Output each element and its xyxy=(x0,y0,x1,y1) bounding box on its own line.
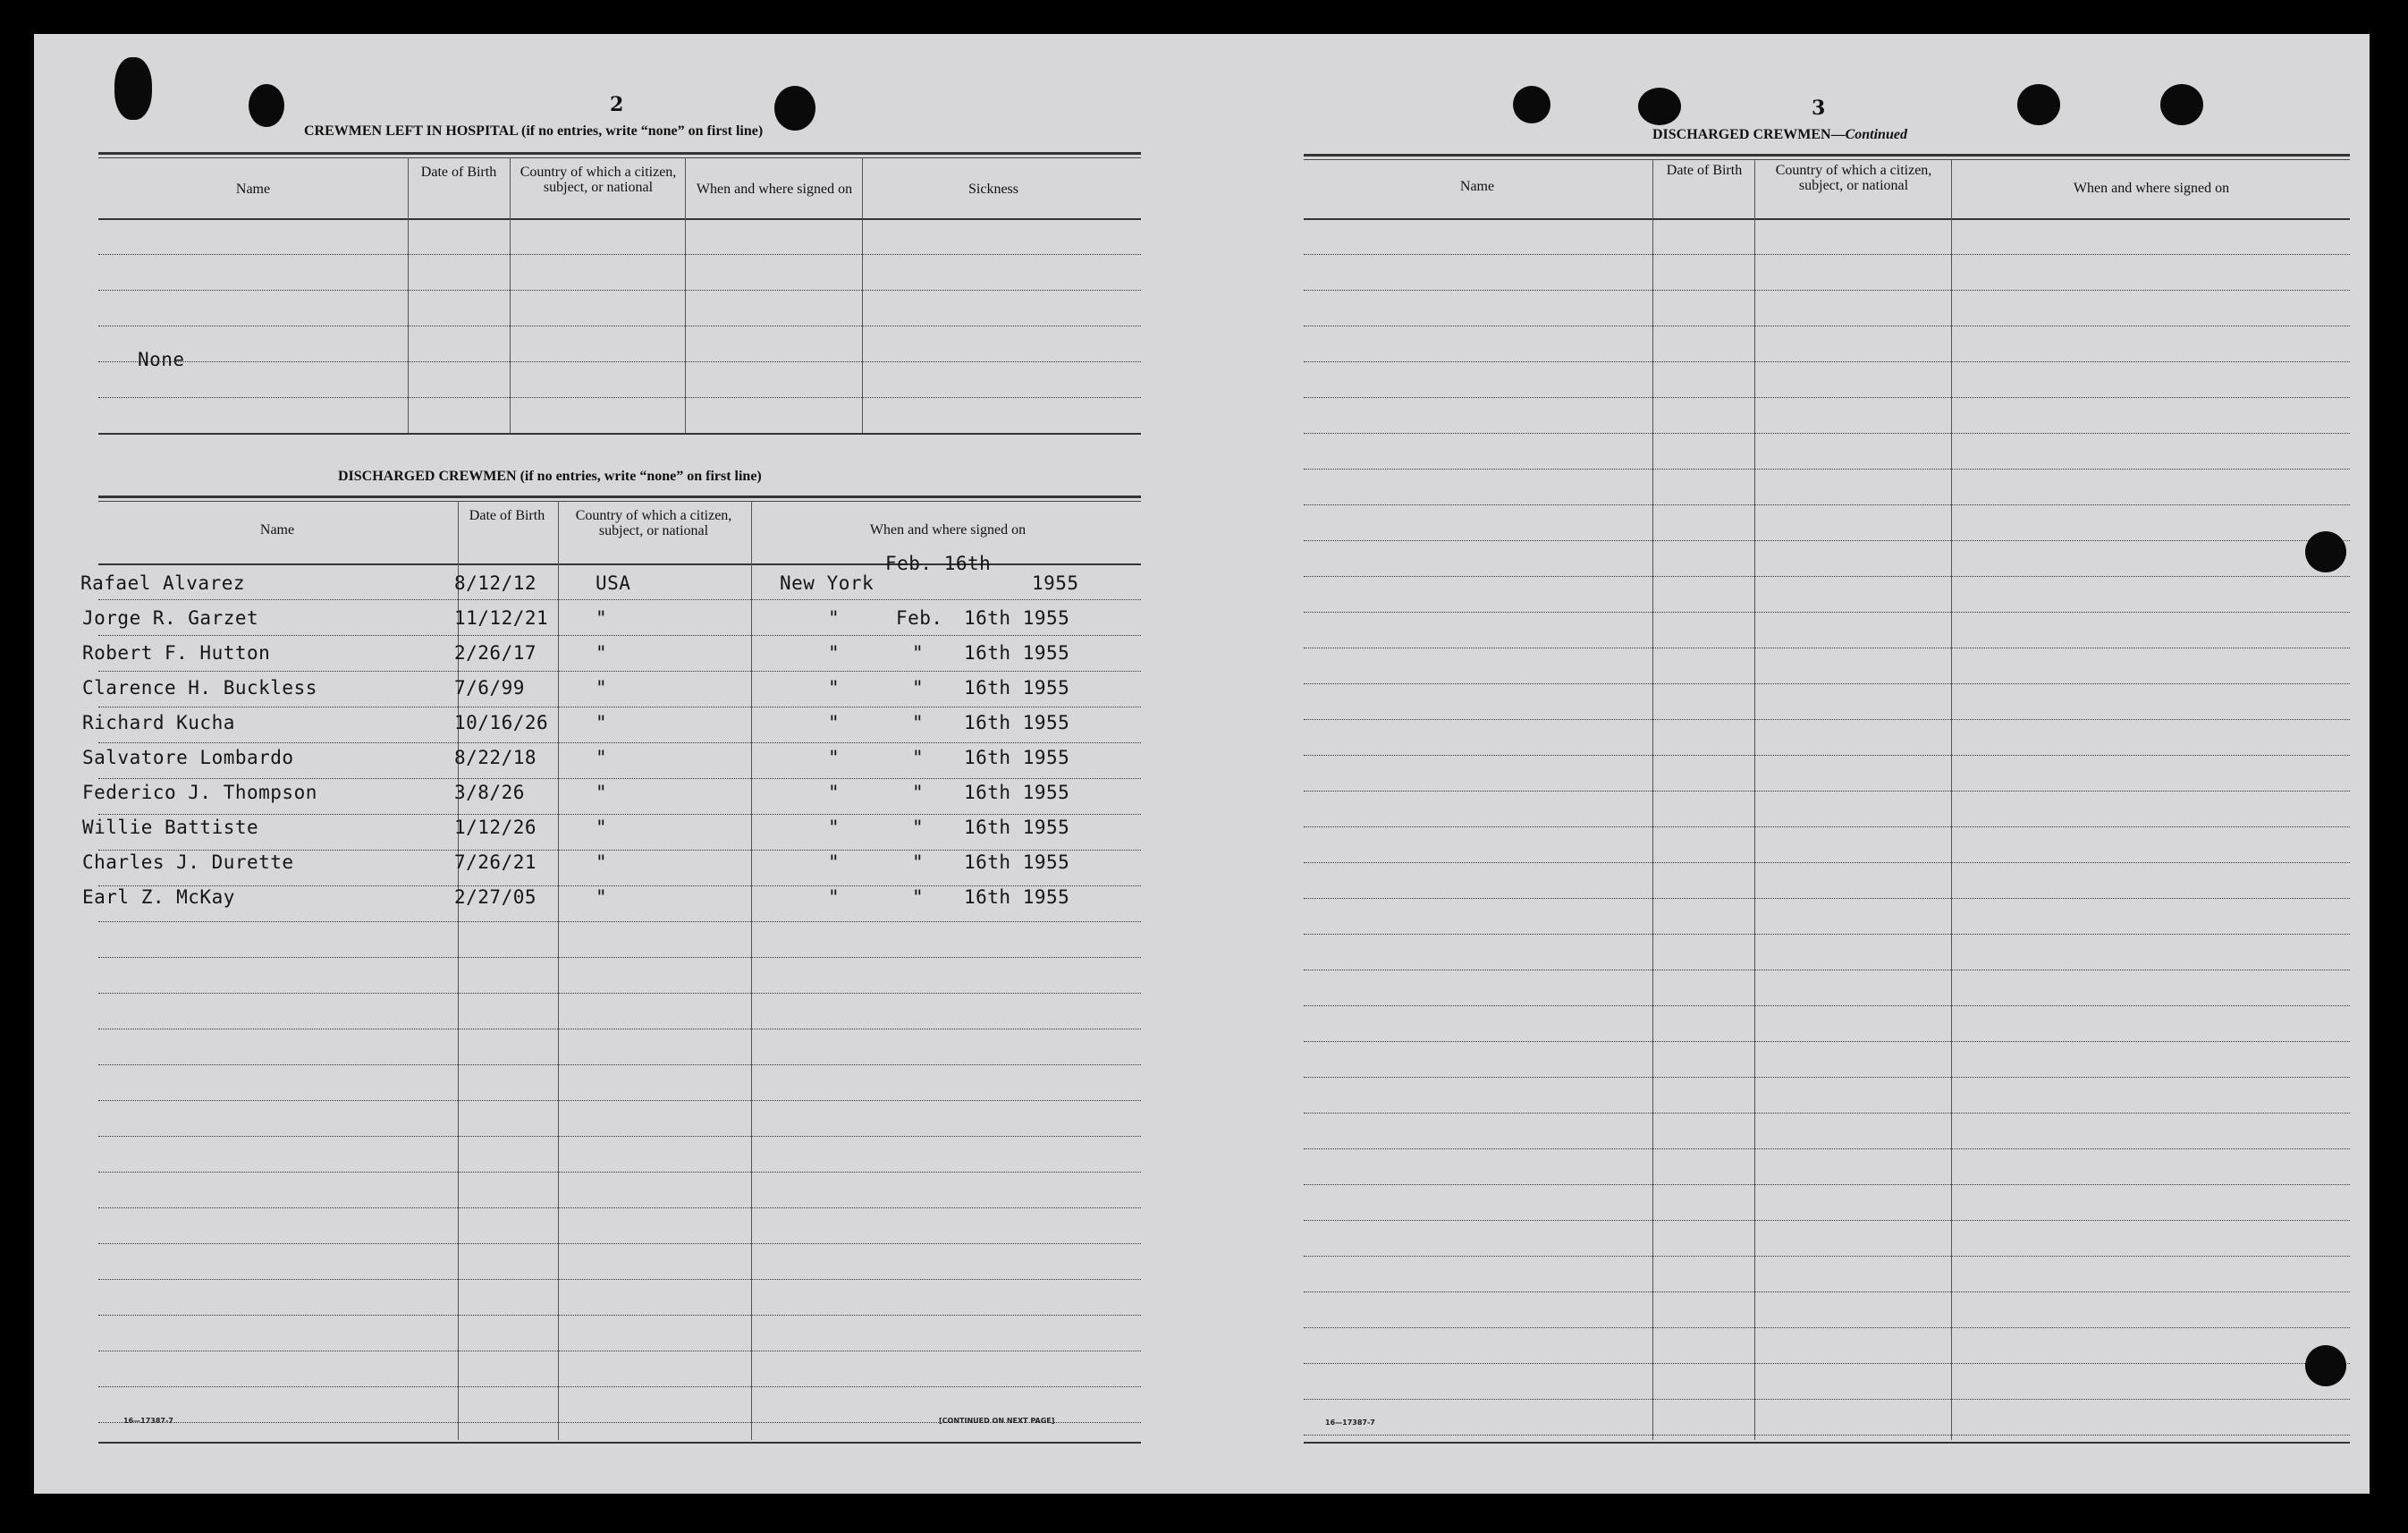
row-line xyxy=(1304,290,2350,291)
crew-name: Charles J. Durette xyxy=(82,851,294,873)
row-line xyxy=(1304,755,2350,756)
page-number: 3 xyxy=(1812,97,1826,120)
row-line xyxy=(98,1386,1141,1387)
continued-col-divider xyxy=(1754,159,1755,1440)
crew-name: Clarence H. Buckless xyxy=(82,677,317,699)
row-line xyxy=(98,1136,1141,1137)
crew-place: New York xyxy=(780,572,874,594)
row-line xyxy=(1304,254,2350,255)
crew-date: 16th 1955 xyxy=(964,712,1070,733)
crew-name: Earl Z. McKay xyxy=(82,886,235,908)
hospital-row-line xyxy=(98,361,1141,362)
punch-hole xyxy=(1513,86,1550,123)
discharged-heading xyxy=(338,469,762,485)
crew-date: 16th 1955 xyxy=(964,677,1070,699)
continued-top-rule xyxy=(1304,154,2350,157)
crew-date: 16th 1955 xyxy=(964,851,1070,873)
hospital-col-divider xyxy=(685,157,686,435)
row-line xyxy=(1304,1041,2350,1042)
crew-dob: 7/26/21 xyxy=(454,851,537,873)
row-line xyxy=(1304,719,2350,720)
hospital-col-signed-on: When and where signed on xyxy=(696,182,853,197)
continued-col-name: Name xyxy=(1459,179,1495,194)
row-line xyxy=(1304,1184,2350,1185)
hospital-col-sickness: Sickness xyxy=(968,182,1018,197)
crew-country: " xyxy=(596,782,608,803)
row-line xyxy=(1304,612,2350,613)
row-line xyxy=(1304,1113,2350,1114)
crew-date: 16th 1955 xyxy=(964,817,1070,838)
crew-date: 16th 1955 xyxy=(964,607,1070,629)
right-page xyxy=(1257,34,2368,1494)
row-line xyxy=(98,1243,1141,1244)
crew-dob: 2/26/17 xyxy=(454,642,537,664)
crew-name: Salvatore Lombardo xyxy=(82,747,294,768)
continued-col-country: Country of which a citizen, subject, or national xyxy=(1775,163,1932,193)
crew-place: " xyxy=(828,747,841,768)
discharged-col-country: Country of which a citizen, subject, or national xyxy=(575,508,732,538)
row-line xyxy=(98,635,1141,636)
hospital-row-line xyxy=(98,254,1141,255)
row-line xyxy=(1304,1077,2350,1078)
row-line xyxy=(98,1315,1141,1316)
crew-name: Richard Kucha xyxy=(82,712,235,733)
hospital-top-rule xyxy=(98,152,1141,155)
continued-col-dob: Date of Birth xyxy=(1666,163,1743,178)
hospital-entry-none: None xyxy=(138,349,185,370)
form-number: 16—17387-7 xyxy=(1325,1419,1375,1427)
row-line xyxy=(1304,433,2350,434)
crew-place: " xyxy=(828,642,841,664)
discharged-heading-title: DISCHARGED CREWMEN xyxy=(338,469,517,484)
discharged-col-signed-on: When and where signed on xyxy=(869,522,1027,538)
crew-dob: 2/27/05 xyxy=(454,886,537,908)
crew-place: " xyxy=(828,712,841,733)
crew-country: " xyxy=(596,712,608,733)
continued-heading-sub: Continued xyxy=(1845,127,1907,142)
punch-hole xyxy=(2160,84,2203,125)
punch-hole xyxy=(114,57,152,120)
row-line xyxy=(1304,1435,2350,1436)
discharged-col-divider xyxy=(751,501,752,1440)
crew-dob: 1/12/26 xyxy=(454,817,537,838)
hospital-col-dob: Date of Birth xyxy=(420,165,497,180)
crew-country: " xyxy=(596,747,608,768)
row-line xyxy=(1304,469,2350,470)
discharged-bottom-rule xyxy=(98,1442,1141,1444)
continued-col-signed-on: When and where signed on xyxy=(2073,181,2230,196)
crew-name: Rafael Alvarez xyxy=(80,572,246,594)
continued-heading-title: DISCHARGED CREWMEN— xyxy=(1652,127,1846,142)
row-line xyxy=(98,850,1141,851)
crew-country: " xyxy=(596,886,608,908)
crew-month: " xyxy=(912,782,925,803)
discharged-col-dob: Date of Birth xyxy=(469,508,545,523)
crew-name: Robert F. Hutton xyxy=(82,642,271,664)
hospital-col-country: Country of which a citizen, subject, or national xyxy=(520,165,677,195)
punch-hole xyxy=(249,84,284,127)
continued-col-divider xyxy=(1652,159,1653,1440)
crew-country: " xyxy=(596,817,608,838)
hospital-row-line xyxy=(98,290,1141,291)
crew-dob: 8/12/12 xyxy=(454,572,537,594)
crew-place: " xyxy=(828,886,841,908)
document-sheet xyxy=(34,34,2370,1494)
row-line xyxy=(98,1064,1141,1065)
crew-country: USA xyxy=(596,572,631,594)
left-page xyxy=(34,34,1152,1494)
crew-country: " xyxy=(596,607,608,629)
punch-hole xyxy=(774,86,815,131)
hospital-heading xyxy=(304,123,763,140)
crew-dob: 3/8/26 xyxy=(454,782,525,803)
row-line xyxy=(1304,576,2350,577)
form-number: 16—17387-7 xyxy=(123,1417,173,1425)
row-line xyxy=(1304,540,2350,541)
crew-date: 16th 1955 xyxy=(964,747,1070,768)
row-line xyxy=(98,814,1141,815)
crew-date: 16th 1955 xyxy=(964,886,1070,908)
hospital-heading-title: CREWMEN LEFT IN HOSPITAL xyxy=(304,123,519,139)
punch-hole xyxy=(2305,531,2346,572)
crew-name: Willie Battiste xyxy=(82,817,259,838)
crew-name: Jorge R. Garzet xyxy=(82,607,259,629)
row-line xyxy=(98,778,1141,779)
crew-dob: 10/16/26 xyxy=(454,712,549,733)
punch-hole xyxy=(2017,84,2060,125)
crew-place: " xyxy=(828,782,841,803)
crew-place: " xyxy=(828,817,841,838)
continued-col-divider xyxy=(1951,159,1952,1440)
crew-place: " xyxy=(828,607,841,629)
crew-date: 16th 1955 xyxy=(964,642,1070,664)
row-line xyxy=(1304,1148,2350,1149)
row-line xyxy=(1304,898,2350,899)
crew-month: " xyxy=(912,677,925,699)
discharged-top-rule xyxy=(98,495,1141,498)
crew-country: " xyxy=(596,851,608,873)
hospital-bottom-rule xyxy=(98,433,1141,435)
row-line xyxy=(98,921,1141,922)
crew-month: " xyxy=(912,712,925,733)
punch-hole xyxy=(2305,1345,2346,1386)
row-line xyxy=(1304,683,2350,684)
row-line xyxy=(1304,1399,2350,1400)
row-line xyxy=(98,1172,1141,1173)
row-line xyxy=(1304,1327,2350,1328)
row-line xyxy=(1304,934,2350,935)
row-line xyxy=(98,993,1141,994)
row-line xyxy=(1304,862,2350,863)
crew-date: 1955 xyxy=(1032,572,1079,594)
continued-heading xyxy=(1652,127,1907,143)
punch-hole xyxy=(1638,88,1681,125)
row-line xyxy=(1304,504,2350,505)
discharged-col-divider xyxy=(558,501,559,1440)
row-line xyxy=(1304,1220,2350,1221)
crew-month: " xyxy=(912,851,925,873)
hospital-col-divider xyxy=(862,157,863,435)
crew-month: " xyxy=(912,747,925,768)
crew-month: " xyxy=(912,642,925,664)
row-line xyxy=(98,957,1141,958)
crew-date: 16th 1955 xyxy=(964,782,1070,803)
crew-name: Federico J. Thompson xyxy=(82,782,317,803)
row-line xyxy=(1304,1005,2350,1006)
crew-dob: 7/6/99 xyxy=(454,677,525,699)
hospital-heading-note: (if no entries, write “none” on first line) xyxy=(521,123,764,139)
discharged-col-name: Name xyxy=(259,522,295,538)
crew-dob: 11/12/21 xyxy=(454,607,549,629)
continued-note: [CONTINUED ON NEXT PAGE] xyxy=(939,1417,1055,1425)
crew-place: " xyxy=(828,851,841,873)
hospital-col-divider xyxy=(408,157,409,435)
page-number: 2 xyxy=(610,93,624,116)
crew-dob: 8/22/18 xyxy=(454,747,537,768)
hospital-col-name: Name xyxy=(235,182,271,197)
continued-header-rule xyxy=(1304,218,2350,220)
continued-bottom-rule xyxy=(1304,1442,2350,1444)
hospital-row-line xyxy=(98,397,1141,398)
row-line xyxy=(98,1207,1141,1208)
hospital-col-divider xyxy=(510,157,511,435)
discharged-heading-note: (if no entries, write “none” on first line) xyxy=(520,469,762,484)
row-line xyxy=(98,671,1141,672)
row-line xyxy=(98,599,1141,600)
hospital-header-rule xyxy=(98,218,1141,220)
crew-month: " xyxy=(912,886,925,908)
row-line xyxy=(1304,361,2350,362)
row-line xyxy=(1304,826,2350,827)
crew-month: Feb. 16th xyxy=(885,553,992,574)
crew-country: " xyxy=(596,642,608,664)
crew-country: " xyxy=(596,677,608,699)
row-line xyxy=(1304,397,2350,398)
row-line xyxy=(98,742,1141,743)
row-line xyxy=(98,1279,1141,1280)
row-line xyxy=(1304,1363,2350,1364)
crew-month: Feb. xyxy=(896,607,943,629)
row-line xyxy=(98,1100,1141,1101)
crew-place: " xyxy=(828,677,841,699)
row-line xyxy=(1304,791,2350,792)
row-line xyxy=(1304,1256,2350,1257)
crew-month: " xyxy=(912,817,925,838)
